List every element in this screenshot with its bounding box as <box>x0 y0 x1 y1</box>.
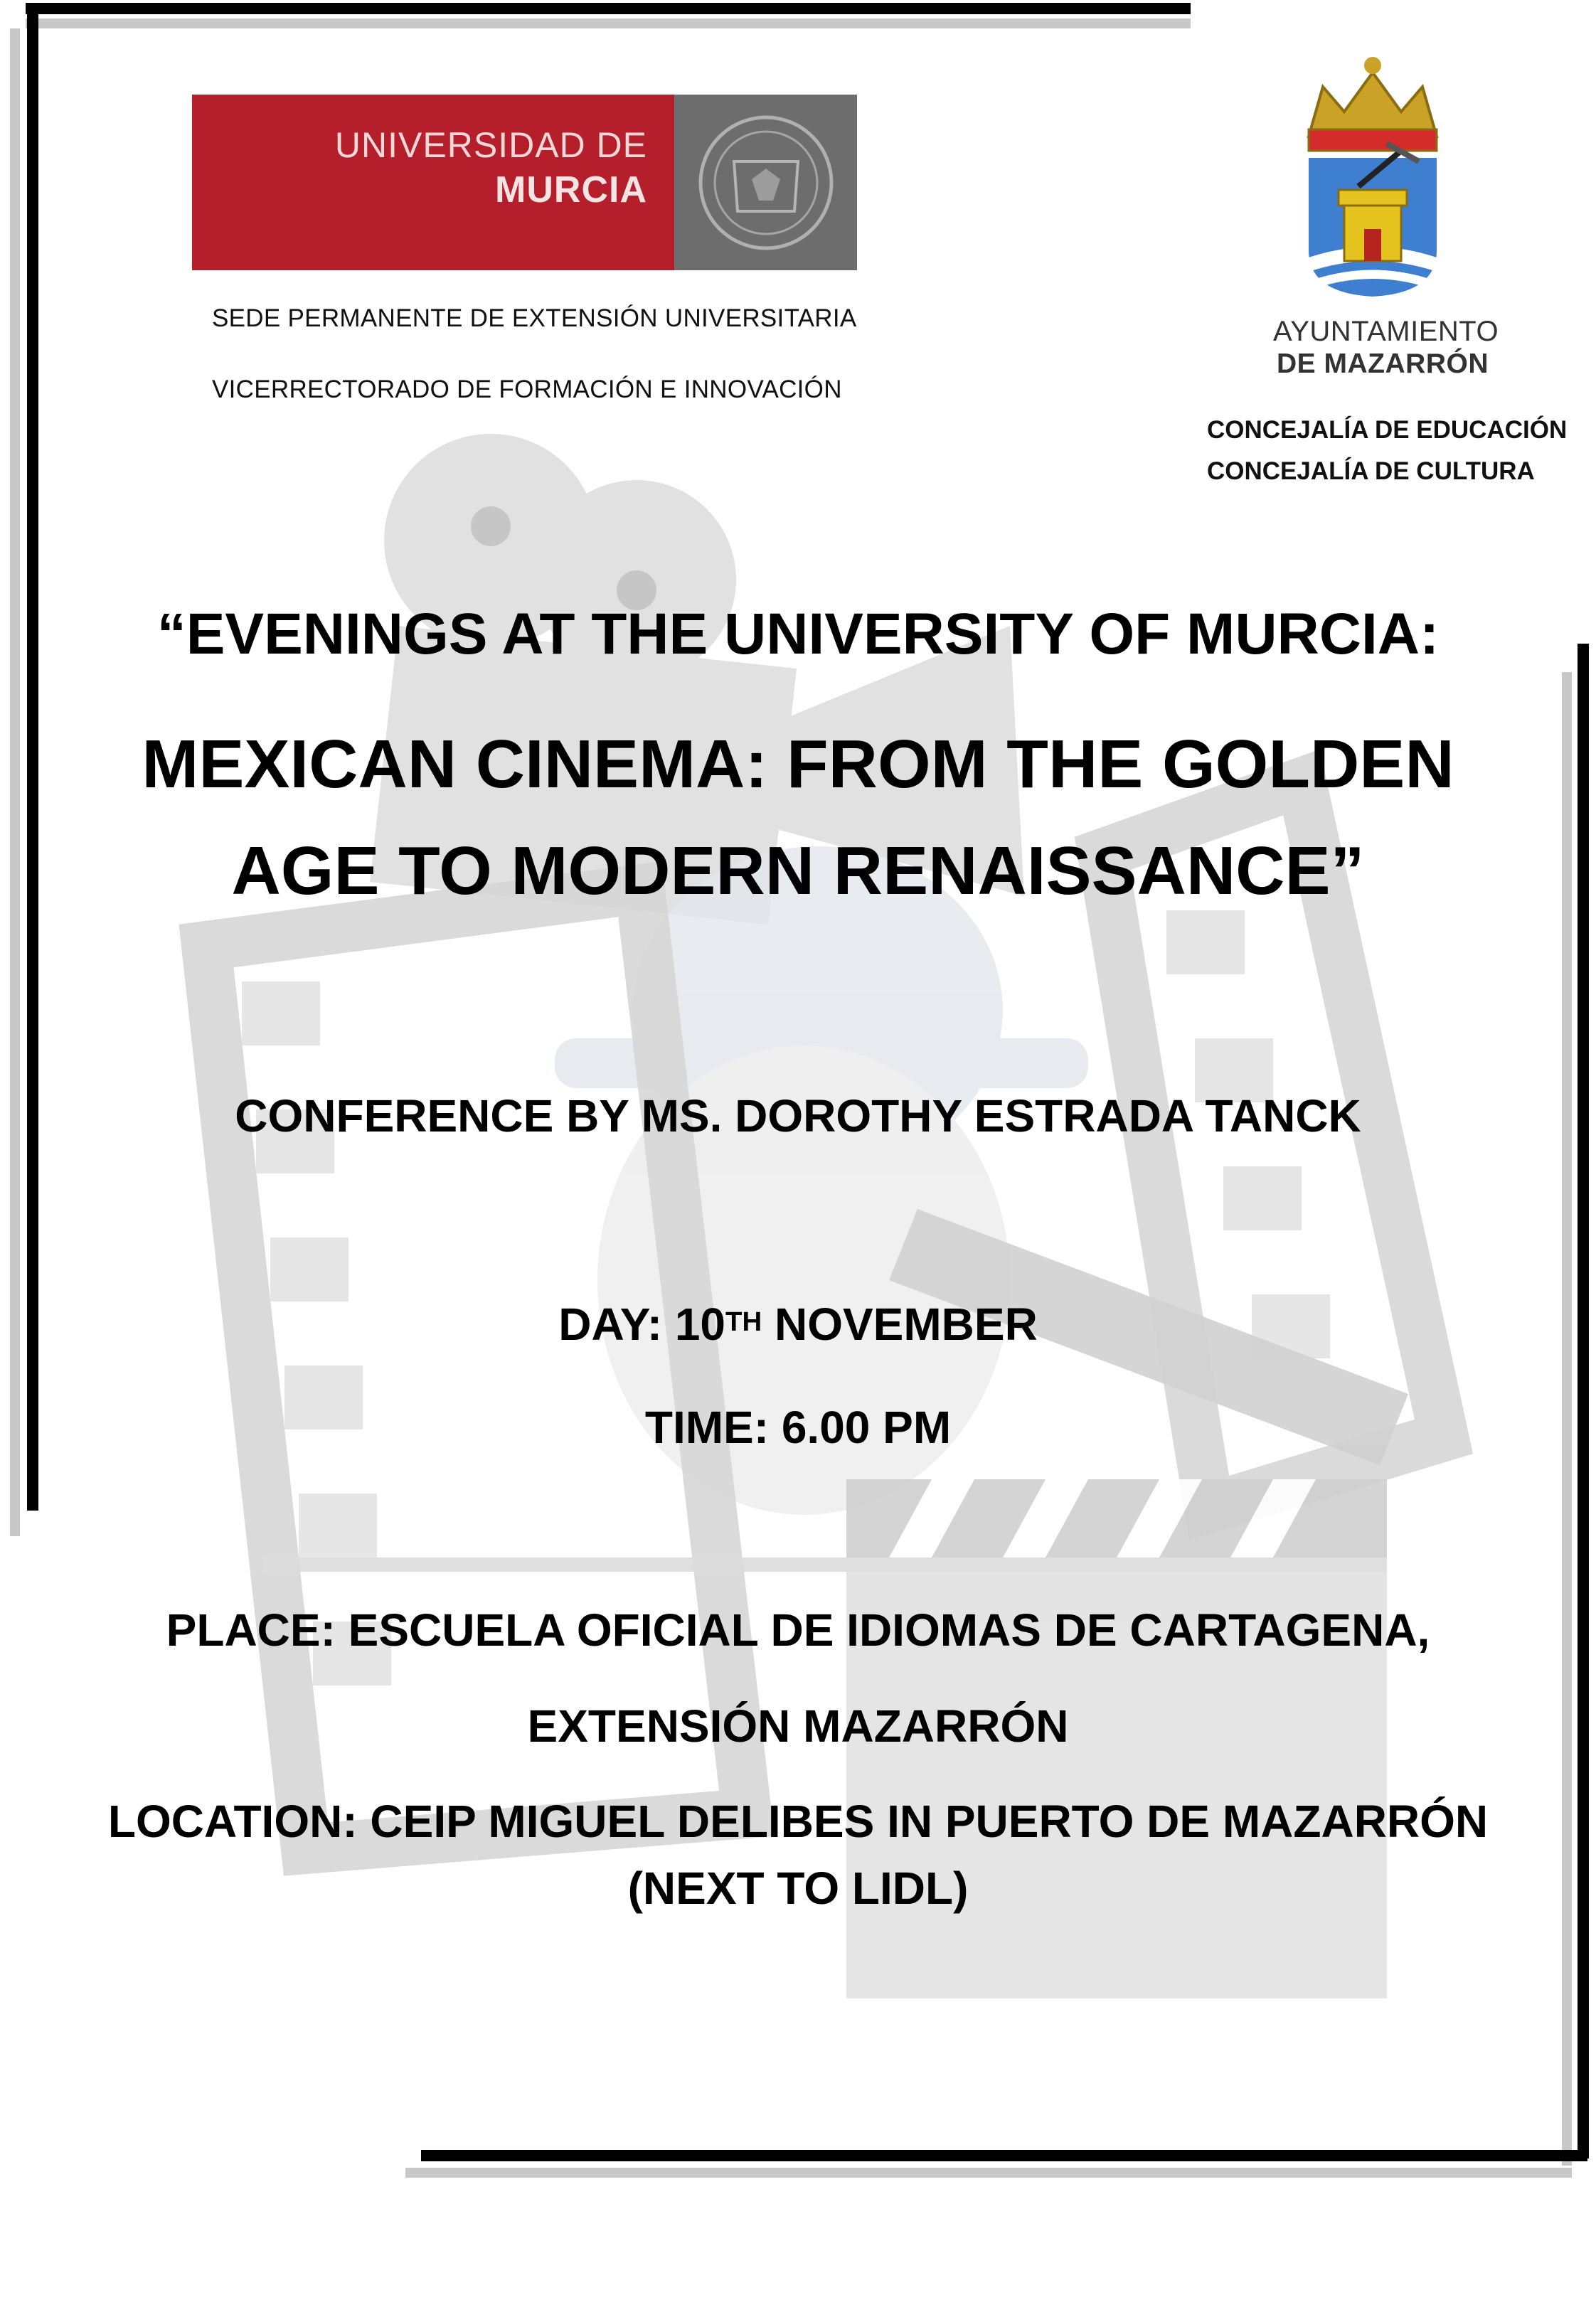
location-line2: (NEXT TO LIDL) <box>627 1863 969 1914</box>
place-line1: PLACE: ESCUELA OFICIAL DE IDIOMAS DE CARTAGENA, <box>166 1604 1430 1656</box>
frame-bottom-shadow <box>405 2168 1572 2178</box>
event-title-line1: MEXICAN CINEMA: FROM THE GOLDEN <box>142 726 1454 802</box>
concejalia-cultura-text: CONCEJALÍA DE CULTURA <box>1207 457 1535 485</box>
event-time: TIME: 6.00 PM <box>644 1402 952 1453</box>
event-title-line2: AGE TO MODERN RENAISSANCE” <box>231 833 1365 909</box>
day-prefix: DAY: 10 <box>558 1299 725 1350</box>
frame-bottom-bar <box>421 2150 1587 2161</box>
de-mazarron-text: DE MAZARRÓN <box>1277 348 1489 379</box>
university-logo-line2: MURCIA <box>495 169 647 211</box>
day-month: NOVEMBER <box>762 1299 1038 1350</box>
university-logo-line1: UNIVERSIDAD DE <box>334 125 647 165</box>
sede-permanente-text: SEDE PERMANENTE DE EXTENSIÓN UNIVERSITARIA <box>212 304 857 332</box>
event-day <box>0 1298 1596 1351</box>
university-of-murcia-logo <box>192 95 857 270</box>
vicerrectorado-text: VICERRECTORADO DE FORMACIÓN E INNOVACIÓN <box>212 376 842 403</box>
place-line2: EXTENSIÓN MAZARRÓN <box>527 1700 1069 1752</box>
event-series-title: “EVENINGS AT THE UNIVERSITY OF MURCIA: <box>156 602 1440 666</box>
frame-top-bar <box>26 3 1191 14</box>
day-ordinal-suffix: TH <box>725 1306 762 1337</box>
mazarron-coat-of-arms-icon <box>1294 44 1451 300</box>
location-line1: LOCATION: CEIP MIGUEL DELIBES IN PUERTO DE MAZARRÓN <box>107 1796 1489 1847</box>
concejalia-educacion-text: CONCEJALÍA DE EDUCACIÓN <box>1207 416 1568 444</box>
university-seal-icon <box>695 112 837 254</box>
ayuntamiento-text: AYUNTAMIENTO <box>1273 316 1499 347</box>
frame-top-shadow <box>26 18 1191 28</box>
speaker-text: CONFERENCE BY MS. DOROTHY ESTRADA TANCK <box>235 1090 1361 1141</box>
